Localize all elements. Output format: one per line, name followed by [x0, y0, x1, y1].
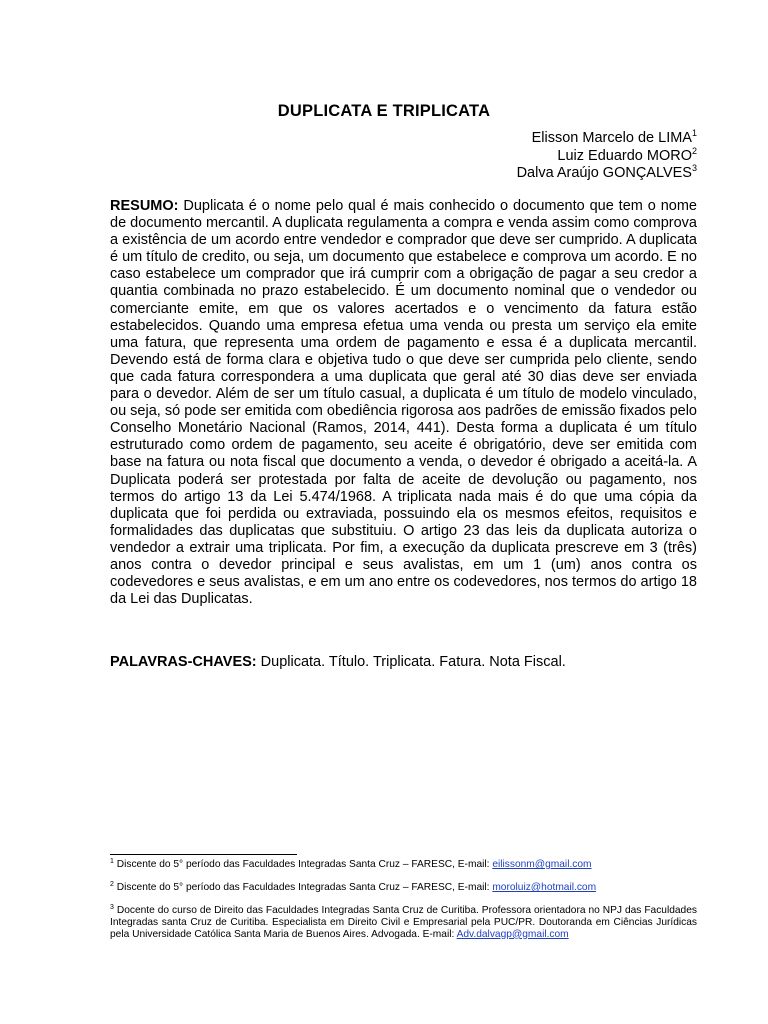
footnote [110, 859, 697, 871]
abstract [110, 198, 697, 608]
author-line [517, 130, 697, 148]
author-name: Elisson Marcelo de LIMA [531, 130, 692, 146]
author-line [517, 145, 697, 166]
email-link[interactable]: Adv.dalvagp@gmail.com [456, 928, 569, 940]
footnote [110, 882, 697, 894]
keywords-label: PALAVRAS-CHAVES: [110, 654, 257, 670]
abstract-text: Duplicata é o nome pelo qual é mais conhecido o documento que tem o nome de documento mercantil. A duplicata regulamenta a compra e venda assim como comprova a existência de um acordo entre vendedor e comprador que deve ser cumprido. A duplicata é um título de credito, ou seja, um documento que estabelece e comprova um acordo. E no caso estabelece um comprador que irá cumprir com a obrigação de pagar a seu credor a quantia combinada no prazo estabelecido. É um documento nominal que o vendedor ou comerciante emite, em que os valores acertados e o vencimento da fatura estão estabelecidos. Quando uma empresa efetua uma venda ou presta um serviço ela emite uma fatura, que representa uma ordem de pagamento e essa é a duplicata mercantil. Devendo está de forma clara e objetiva tudo o que deve ser cumprida pelo cliente, sendo que cada fatura correspondera a uma duplicata que geral até 30 dias deve ser enviada para o devedor. Além de ser um título casual, a duplicata é um título de modelo vinculado, ou seja, só pode ser emitida com obediência rigorosa aos padrões de emissão fixados pelo Conselho Monetário Nacional (Ramos, 2014, 441). Desta forma a duplicata é um título estruturado como ordem de pagamento, seu aceite é obrigatório, deve ser emitida com base na fatura ou nota fiscal que documento a venda, o devedor é obrigado a aceitá-la. A Duplicata poderá ser protestada por falta de aceite de devolução ou pagamento, nos termos do artigo 13 da Lei 5.474/1968. A triplicata nada mais é do que uma cópia da duplicata que foi perdida ou extraviada, possuindo ela os mesmos efeitos, requisitos e formalidades das duplicatas que substituiu. O artigo 23 das leis da duplicata autoriza o vendedor a extrair uma triplicata. Por fim, a execução da duplicata prescreve em 3 (três) anos contra o devedor principal e seus avalistas, em um 1 (um) anos contra os codevedores e seus avalistas, e em um ano entre os codevedores, nos termos do artigo 18 da Lei das Duplicatas. [110, 198, 697, 608]
footnote-mark: 2 [110, 881, 114, 888]
author-line [517, 165, 697, 183]
footnote-mark: 3 [110, 904, 114, 911]
author-name: Luiz Eduardo MORO [557, 147, 692, 164]
author-footnote-mark[interactable]: 1 [691, 128, 697, 138]
author-footnote-mark[interactable]: 3 [691, 163, 697, 173]
footnote-mark: 1 [110, 858, 114, 865]
email-link[interactable]: eilissonm@gmail.com [492, 859, 592, 870]
author-name: Dalva Araújo GONÇALVES [516, 165, 692, 181]
email-link[interactable]: moroluiz@hotmail.com [492, 882, 597, 893]
footnote-text: Discente do 5° período das Faculdades Integradas Santa Cruz – FARESC, E-mail: [116, 859, 490, 870]
page-title: DUPLICATA E TRIPLICATA [277, 102, 491, 120]
keywords-text: Duplicata. Título. Triplicata. Fatura. Nota Fiscal. [260, 654, 566, 670]
keywords [110, 654, 697, 671]
footnote [110, 905, 697, 940]
footnote-text: Docente do curso de Direito das Faculdades Integradas Santa Cruz de Curitiba. Professora orientadora no NPJ das Faculdades Integradas santa Cruz de Curitiba. Especialista em Direito Civil e Empresarial pela PUC/PR. Doutoranda em Ciências Jurídicas pela Universidade Católica Santa Maria de Buenos Aires. Advogada. E-mail: [110, 905, 697, 940]
author-footnote-mark[interactable]: 2 [691, 145, 697, 156]
footnote-divider [110, 854, 297, 855]
footnote-text: Discente do 5° período das Faculdades Integradas Santa Cruz – FARESC, E-mail: [116, 882, 490, 893]
abstract-label: RESUMO: [110, 198, 179, 214]
author-list [517, 130, 697, 183]
